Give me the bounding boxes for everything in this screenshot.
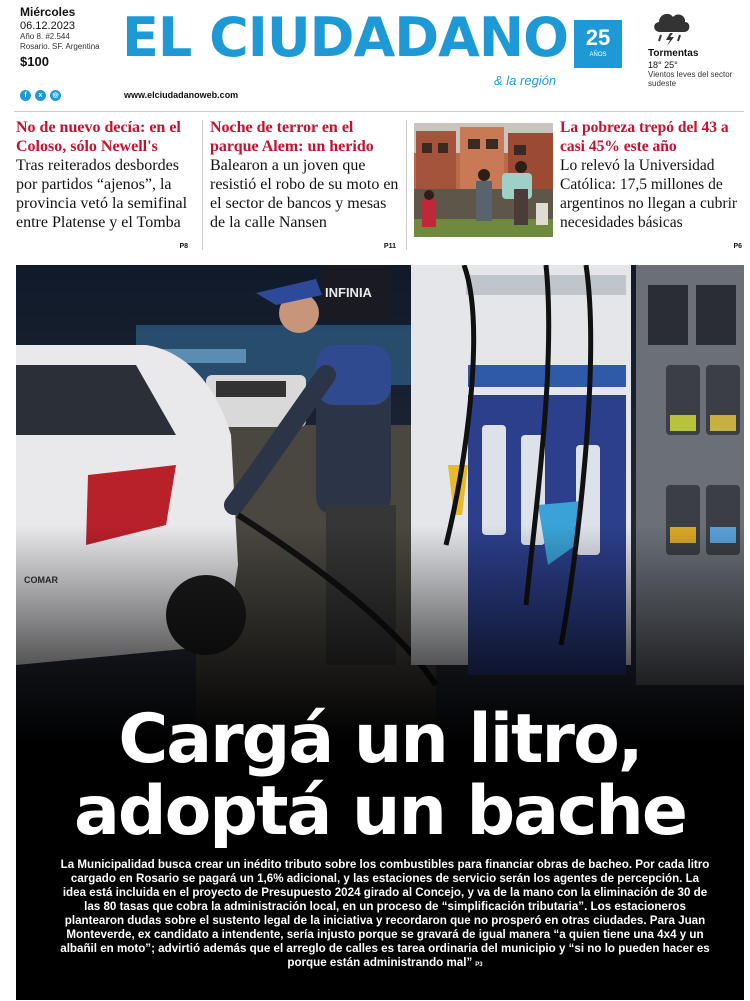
weather-temps: 18° 25° xyxy=(648,59,678,70)
edition-date: 06.12.2023 xyxy=(20,19,76,32)
x-icon[interactable]: x xyxy=(35,90,46,101)
column-divider xyxy=(202,120,203,250)
teaser-body: Tras reiterados desbordes por partidos “ajenos”, la provincia vetó la semifinal entre Platense y el Tomba xyxy=(16,157,188,231)
edition-day: Miércoles xyxy=(20,5,76,19)
photo-sign-text: INFINIA xyxy=(325,285,372,300)
anniversary-number: 25 xyxy=(585,25,611,50)
teaser-headline: No de nuevo decía: en el Coloso, sólo Newell's xyxy=(16,119,181,155)
instagram-icon[interactable]: ◎ xyxy=(50,90,61,101)
lead-summary xyxy=(60,858,710,973)
weather-condition: Tormentas xyxy=(648,48,699,59)
edition-issue: Año 8. #2.544 xyxy=(20,32,70,42)
anniversary-badge xyxy=(574,20,622,68)
edition-place: Rosario. SF. Argentina xyxy=(20,41,100,51)
teaser-body: Lo relevó la Universidad Católica: 17,5 millones de argentinos no llegan a cubrir necesidades básicas xyxy=(560,157,738,231)
teaser-page: P6 xyxy=(733,243,742,250)
edition-info xyxy=(20,6,120,70)
website-link[interactable]: www.elciudadanoweb.com xyxy=(124,90,239,100)
newspaper-logo: EL CIUDADANO xyxy=(122,6,568,69)
poverty-thumbnail-photo[interactable] xyxy=(414,123,553,237)
edition-price: $100 xyxy=(20,53,49,69)
teaser-headline: Noche de terror en el parque Alem: un herido xyxy=(210,119,374,155)
storm-cloud-icon xyxy=(650,6,692,46)
facebook-icon[interactable]: f xyxy=(20,90,31,101)
region-tagline: & la región xyxy=(494,73,557,88)
teaser-headline: La pobreza trepó del 43 a casi 45% este año xyxy=(560,119,729,155)
teaser-crime[interactable] xyxy=(210,118,400,256)
lead-headline[interactable] xyxy=(0,699,750,851)
column-divider xyxy=(406,120,407,250)
weather-box xyxy=(648,6,744,88)
teaser-page: P8 xyxy=(179,243,188,250)
lead-headline-line-2: adoptá un bache xyxy=(74,771,686,851)
masthead xyxy=(0,0,750,112)
teaser-poverty[interactable] xyxy=(560,118,746,256)
anniversary-label: AÑOS xyxy=(589,52,607,58)
masthead-divider xyxy=(14,111,744,112)
lead-headline-line-1: Cargá un litro, xyxy=(118,699,642,779)
teaser-sports[interactable] xyxy=(16,118,192,256)
lead-page: P3 xyxy=(475,962,483,969)
weather-note: Vientos leves del sector sudeste xyxy=(648,69,733,89)
teaser-body: Balearon a un joven que resistió el robo de su moto en el sector de bancos y mesas de la calle Nansen xyxy=(210,157,399,231)
teaser-page: P11 xyxy=(383,243,396,250)
social-links xyxy=(20,90,61,101)
lead-summary-text: La Municipalidad busca crear un inédito tributo sobre los combustibles para financiar obras de bacheo. Por cada litro cargado en Rosario se pagará un 1,6% adicional, y las estaciones de servicio serán los agentes de percepción. La idea está incluida en el proyecto de Presupuesto 2024 girado al Concejo, y va de la mano con la eliminación de 30 de las 80 tasas que cobra la administración local, en un proceso de “simplificación tributaria”. Los estacioneros plantearon dudas sobre el sustento legal de la iniciativa y recordaron que no prosperó en otras ciudades. Para Juan Monteverde, ex candidato a intendente, sería injusto porque se gravará de igual manera “a quien tiene una 4x4 y un albañil en moto”; advirtió además que el arreglo de calles es tarea ordinaria del municipio y “si no lo pueden hacer es porque están administrando mal” xyxy=(60,857,710,970)
